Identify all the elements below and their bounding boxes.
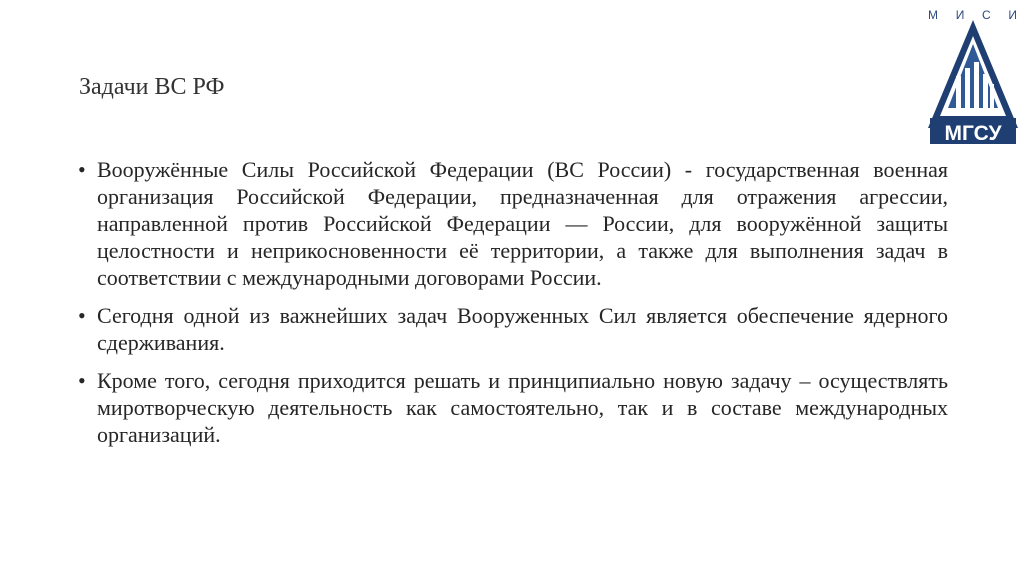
- bullet-text: Кроме того, сегодня приходится решать и принципиально новую задачу – осуществлять миротворческую деятельность как самостоятельно, так и в составе международных организаций.: [97, 368, 948, 447]
- logo-letter: С: [982, 8, 992, 22]
- logo-letter: И: [955, 8, 966, 22]
- logo-letter: М: [928, 8, 939, 22]
- logo-letter: И: [1008, 8, 1018, 22]
- mgsu-logo: [926, 4, 1020, 146]
- bullet-marker: •: [78, 368, 86, 393]
- bullet-item: [78, 156, 948, 291]
- bullet-text: Сегодня одной из важнейших задач Вооруженных Сил является обеспечение ядерного сдерживания.: [97, 303, 948, 355]
- bullet-marker: •: [78, 157, 86, 182]
- bullet-text: Вооружённые Силы Российской Федерации (ВС России) - государственная военная организация Российской Федерации, предназначенная для отражения агрессии, направленной против Российской Федерации — России, для вооружённой защиты целостности и неприкосновенности её территории, а также для выполнения задач в соответствии с международными договорами России.: [97, 157, 948, 290]
- bullet-list: [78, 156, 948, 459]
- bullet-item: [78, 302, 948, 356]
- bullet-item: [78, 367, 948, 448]
- logo-name: МГСУ: [944, 122, 1002, 145]
- bullet-marker: •: [78, 303, 86, 328]
- slide-title: Задачи ВС РФ: [79, 74, 225, 100]
